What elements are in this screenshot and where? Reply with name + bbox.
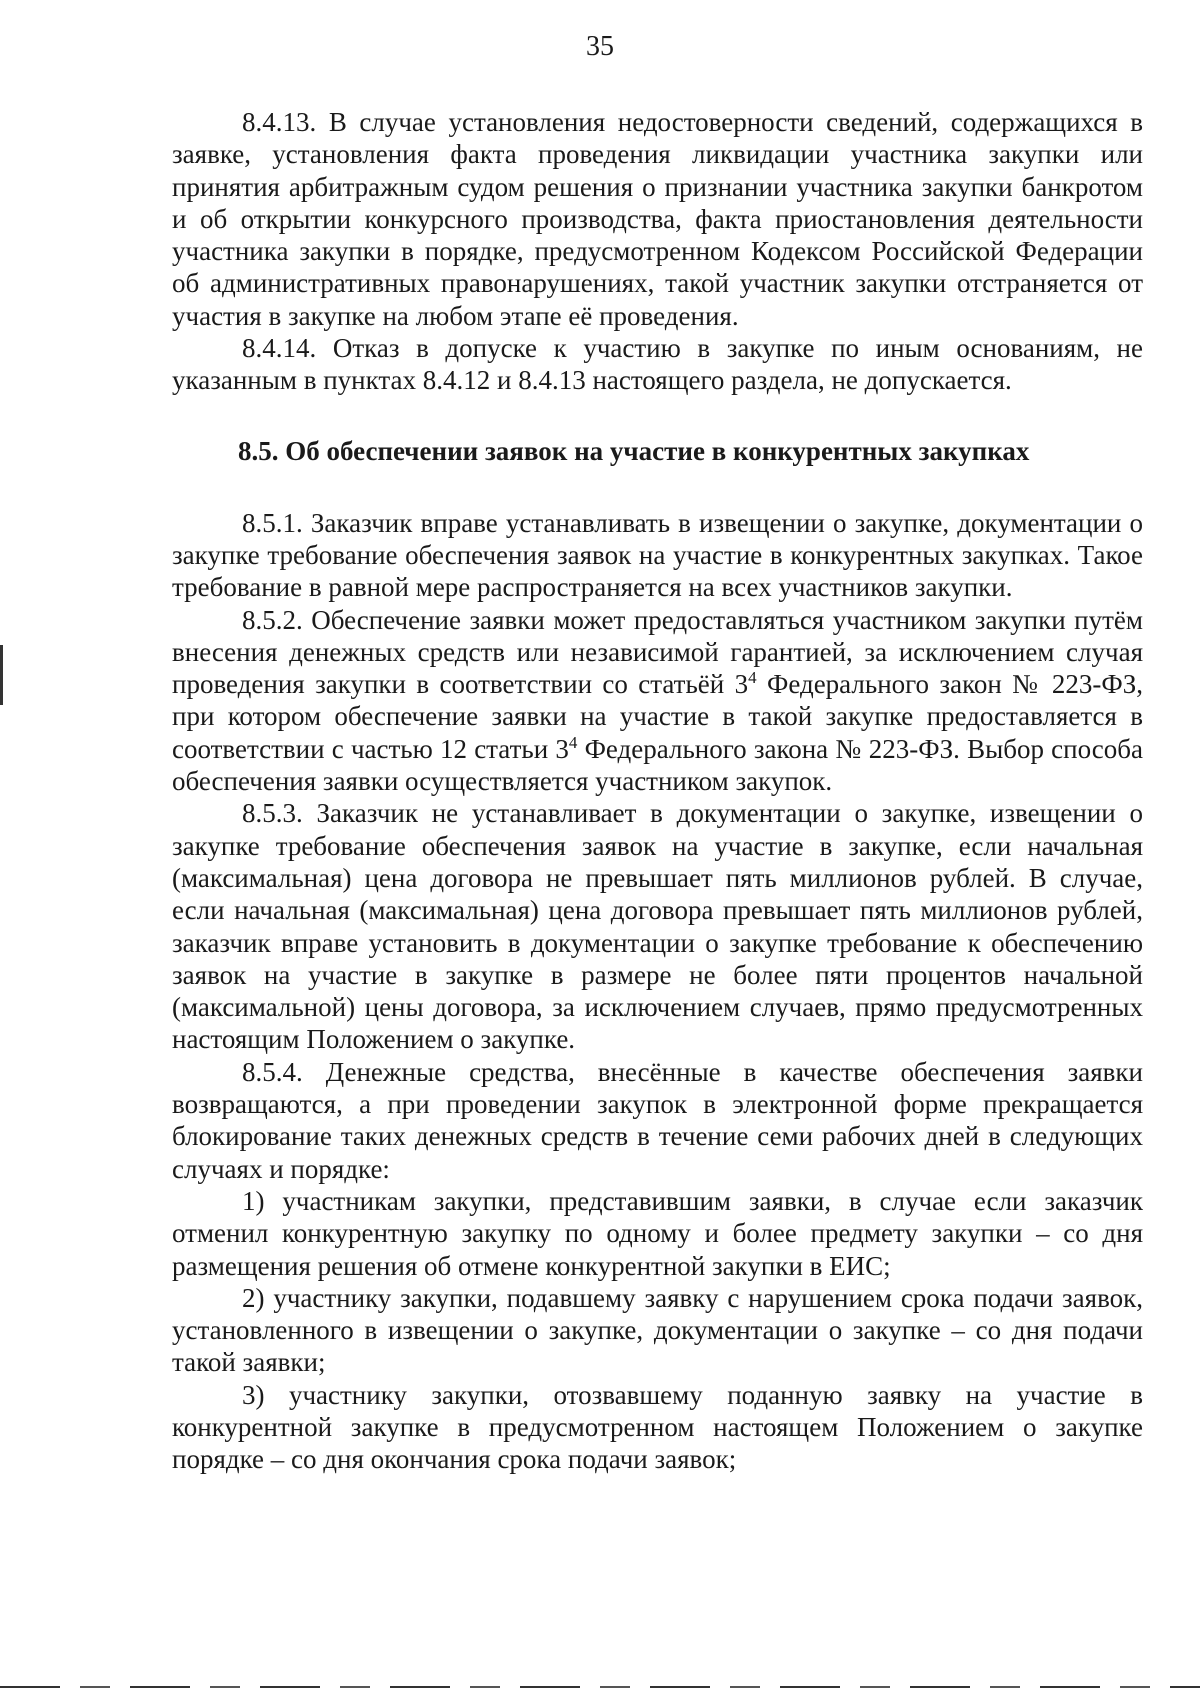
list-item: 1) участникам закупки, представившим заявки, в случае если заказчик отменил конкурентную закупку по одному и более предмету закупки – со дня размещения решения об отмене конкурентной закупки в ЕИС;: [172, 1185, 1143, 1281]
document-body: [172, 106, 1143, 1476]
list-item: 2) участнику закупки, подавшему заявку с нарушением срока подачи заявок, установленного в извещении о закупке, документации о закупке – со дня подачи такой заявки;: [172, 1282, 1143, 1378]
superscript-4: 4: [748, 668, 757, 688]
list-item: 3) участнику закупки, отозвавшему поданную заявку на участие в конкурентной закупке в предусмотренном настоящем Положением о закупке порядке – со дня окончания срока подачи заявок;: [172, 1379, 1143, 1475]
paragraph-8-4-14: 8.4.14. Отказ в допуске к участию в закупке по иным основаниям, не указанным в пунктах 8.4.12 и 8.4.13 настоящего раздела, не допускается.: [172, 333, 1143, 396]
paragraph-8-5-4: 8.5.4. Денежные средства, внесённые в качестве обеспечения заявки возвращаются, а при проведении закупок в электронной форме прекращается блокирование таких денежных средств в течение семи рабочих дней в следующих случаях и порядке:: [172, 1056, 1143, 1184]
paragraph-8-5-2: [172, 604, 1143, 798]
paragraph-8-5-1: 8.5.1. Заказчик вправе устанавливать в извещении о закупке, документации о закупке требование обеспечения заявок на участие в конкурентных закупках. Такое требование в равной мере распространяется на всех участников закупки.: [172, 507, 1143, 603]
paragraph-8-5-2-part2: Федерального закон № 223-ФЗ, при котором обеспечение заявки на участие в такой закупке предоставляется в соответствии с частью 12 статьи 3: [172, 669, 1144, 764]
section-heading: 8.5. Об обеспечении заявок на участие в конкурентных закупках: [238, 435, 1030, 466]
paragraph-8-5-2-part1: 8.5.2. Обеспечение заявки может предоставляться участником закупки путём внесения денежных средств или независимой гарантией, за исключением случая проведения закупки в соответствии со статьёй 3: [172, 604, 1143, 700]
superscript-4: 4: [568, 732, 578, 752]
paragraph-8-5-3: 8.5.3. Заказчик не устанавливает в документации о закупке, извещении о закупке требование обеспечения заявок на участие в закупке, если начальная (максимальная) цена договора не превышает пять миллионов рублей. В случае, если начальная (максимальная) цена договора превышает пять миллионов рублей, заказчик вправе установить в документации о закупке требование к обеспечению заявок на участие в закупке в размере не более пяти процентов начальной (максимальной) цены договора, за исключением случаев, прямо предусмотренных настоящим Положением о закупке.: [172, 798, 1143, 1055]
paragraph-8-5-2-part3: Федерального закона № 223-ФЗ. Выбор способа обеспечения заявки осуществляется участником закупок.: [172, 733, 1143, 797]
page-number: 35: [586, 31, 614, 62]
scan-artifact-mark: [0, 645, 3, 705]
paragraph-8-4-13: 8.4.13. В случае установления недостоверности сведений, содержащихся в заявке, установления факта проведения ликвидации участника закупки или принятия арбитражным судом решения о признании участника закупки банкротом и об открытии конкурсного производства, факта приостановления деятельности участника закупки в порядке, предусмотренном Кодексом Российской Федерации об административных правонарушениях, такой участник закупки отстраняется от участия в закупке на любом этапе её проведения.: [172, 107, 1143, 331]
scan-artifact-line: [0, 1686, 1200, 1688]
